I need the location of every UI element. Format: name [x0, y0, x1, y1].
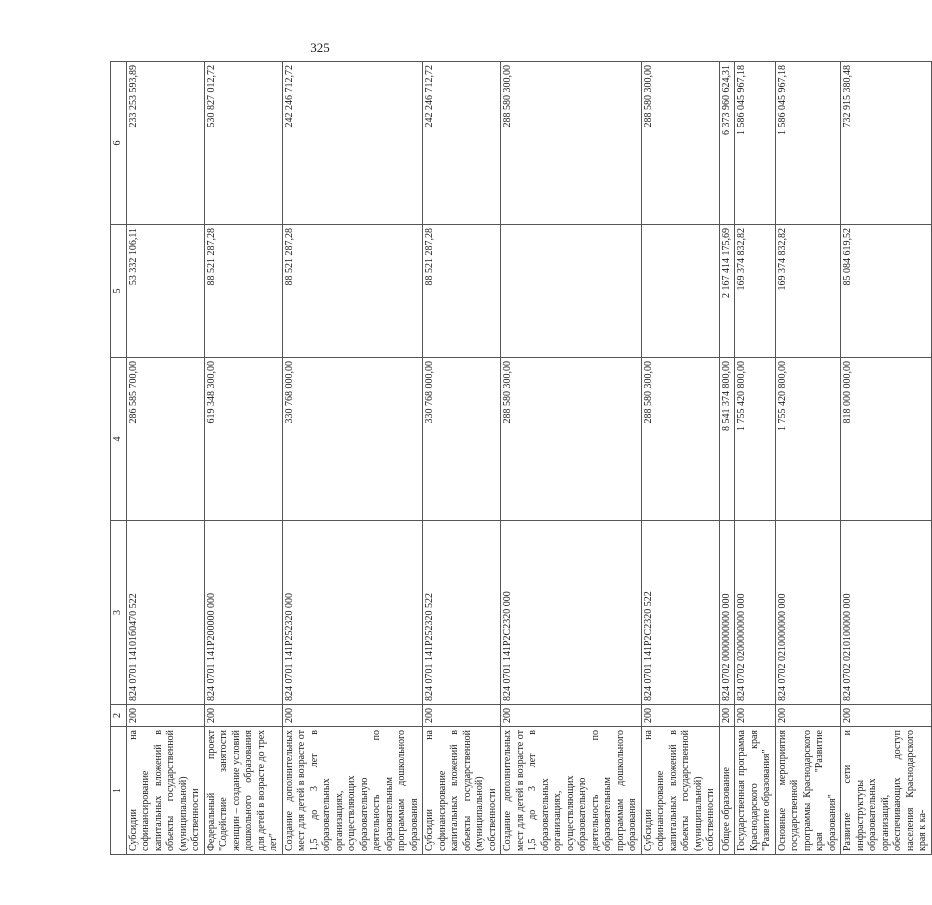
row-value-5: 88 521 287,28: [282, 225, 423, 358]
row-kbk: 824 0701 141Р2С2320 522: [641, 521, 719, 705]
table-row: [719, 62, 735, 855]
row-name: Основные мероприятия государственной программы Краснодарского края "Развитие образования": [775, 727, 841, 855]
row-kbk: 824 0701 141Р2С2320 000: [501, 521, 642, 705]
row-kbk: 824 0701 141Р200000 000: [204, 521, 282, 705]
table-row: [204, 62, 282, 855]
row-kbk: 824 0702 0200000000 000: [735, 521, 776, 705]
row-code: 200: [423, 705, 501, 727]
row-code: 200: [719, 705, 735, 727]
row-value-6: 732 915 380,48: [841, 62, 932, 225]
row-value-6: 242 246 712,72: [423, 62, 501, 225]
table-row: [501, 62, 642, 855]
header-cell: 1: [111, 727, 127, 855]
row-value-4: 330 768 000,00: [282, 358, 423, 521]
row-value-4: 1 755 420 800,00: [735, 358, 776, 521]
row-value-4: 288 580 300,00: [641, 358, 719, 521]
row-value-5: 2 167 414 175,69: [719, 225, 735, 358]
row-kbk: 824 0701 14101б0470 522: [126, 521, 204, 705]
row-kbk: 824 0702 0210000000 000: [775, 521, 841, 705]
row-value-4: 330 768 000,00: [423, 358, 501, 521]
table-row: [641, 62, 719, 855]
row-name: Развитие сети и инфраструктуры образовательных организаций, обеспечивающих доступ населения Краснодарского края к ка-: [841, 727, 932, 855]
header-cell: 6: [111, 62, 127, 225]
row-value-6: 530 827 012,72: [204, 62, 282, 225]
row-kbk: 824 0701 141Р252320 522: [423, 521, 501, 705]
row-value-4: 8 541 374 800,00: [719, 358, 735, 521]
row-name: Государственная программа Краснодарского края "Развитие образования": [735, 727, 776, 855]
row-code: 200: [641, 705, 719, 727]
row-code: 200: [126, 705, 204, 727]
table-row: [423, 62, 501, 855]
row-value-6: 288 580 300,00: [501, 62, 642, 225]
table-row: [775, 62, 841, 855]
row-code: 200: [735, 705, 776, 727]
row-name: Федеральный проект "Содействие занятости женщин – создание условий дошкольного образования для детей в возрасте до трех лет": [204, 727, 282, 855]
row-kbk: 824 0701 141Р252320 000: [282, 521, 423, 705]
row-value-5: [501, 225, 642, 358]
header-cell: 4: [111, 358, 127, 521]
row-name: Субсидии на софинансирование капитальных вложений в объекты государственной (муниципальной) собственности: [423, 727, 501, 855]
row-value-6: 233 253 593,89: [126, 62, 204, 225]
row-value-5: 169 374 832,82: [775, 225, 841, 358]
table-row: [841, 62, 932, 855]
row-value-4: 818 000 000,00: [841, 358, 932, 521]
row-value-5: 88 521 287,28: [423, 225, 501, 358]
row-kbk: 824 0702 0210100000 000: [841, 521, 932, 705]
row-value-4: 286 585 700,00: [126, 358, 204, 521]
row-value-6: 1 586 045 967,18: [775, 62, 841, 225]
rotated-table-wrapper: [110, 62, 928, 855]
header-cell: 3: [111, 521, 127, 705]
row-code: 200: [501, 705, 642, 727]
row-code: 200: [282, 705, 423, 727]
page-number: 325: [310, 40, 330, 55]
row-code: 200: [841, 705, 932, 727]
row-value-4: 288 580 300,00: [501, 358, 642, 521]
row-value-6: 1 586 045 967,18: [735, 62, 776, 225]
row-value-6: 288 580 300,00: [641, 62, 719, 225]
header-cell: 5: [111, 225, 127, 358]
row-value-6: 6 373 960 624,31: [719, 62, 735, 225]
table-row: [126, 62, 204, 855]
row-name: Общее образование: [719, 727, 735, 855]
row-kbk: 824 0702 0000000000 000: [719, 521, 735, 705]
row-name: Создание дополнительных мест для детей в возрасте от 1,5 до 3 лет в образовательных организациях, осуществляющих образовательную деятельность по образовательным программам дошкольного образования: [501, 727, 642, 855]
row-name: Создание дополнительных мест для детей в возрасте от 1,5 до 3 лет в образовательных организациях, осуществляющих образовательную деятельность по образовательным программам дошкольного образования: [282, 727, 423, 855]
row-name: Субсидии на софинансирование капитальных вложений в объекты государственной (муниципальной) собственности: [641, 727, 719, 855]
row-value-5: 88 521 287,28: [204, 225, 282, 358]
row-value-4: 1 755 420 800,00: [775, 358, 841, 521]
row-code: 200: [775, 705, 841, 727]
row-code: 200: [204, 705, 282, 727]
row-value-5: [641, 225, 719, 358]
header-cell: 2: [111, 705, 127, 727]
row-value-5: 85 084 619,52: [841, 225, 932, 358]
row-name: Субсидии на софинансирование капитальных вложений в объекты государственной (муниципальной) собственности: [126, 727, 204, 855]
row-value-6: 242 246 712,72: [282, 62, 423, 225]
table-row: [735, 62, 776, 855]
table-row: [282, 62, 423, 855]
header-row: [111, 62, 127, 855]
row-value-5: 169 374 832,82: [735, 225, 776, 358]
row-value-4: 619 348 300,00: [204, 358, 282, 521]
row-value-5: 53 332 106,11: [126, 225, 204, 358]
budget-table: [110, 61, 932, 855]
